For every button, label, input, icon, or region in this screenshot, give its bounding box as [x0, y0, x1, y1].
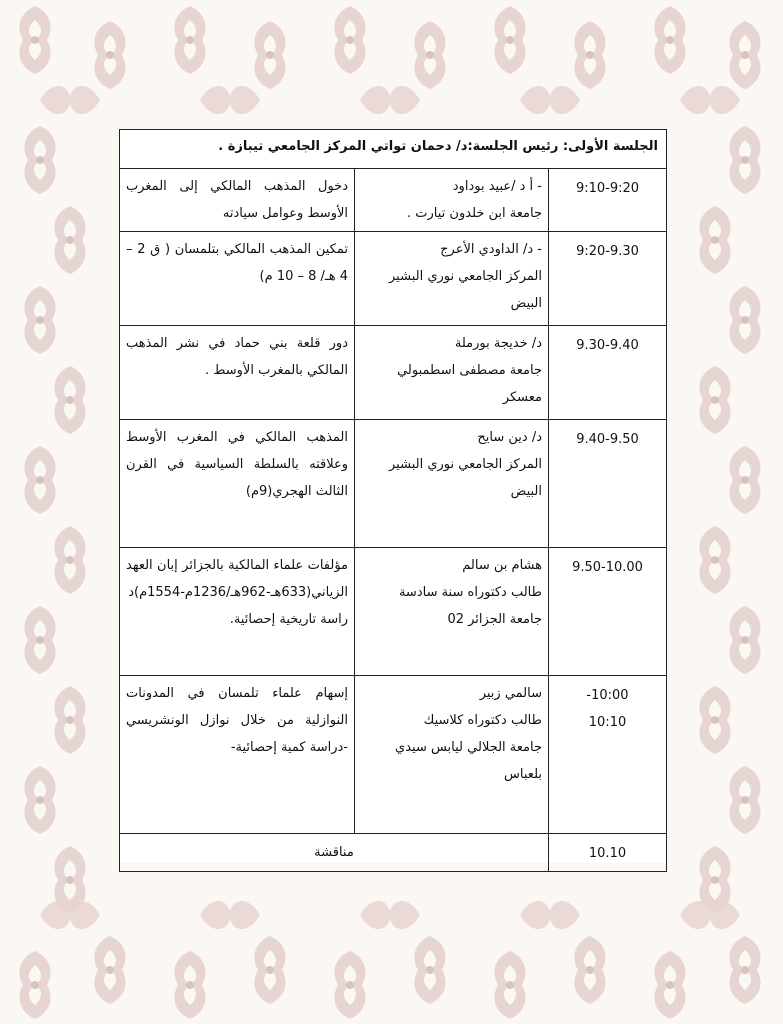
paper-title: تمكين المذهب المالكي بتلمسان ( ق 2 – 4 هـ/ 8 – 10 م) [120, 232, 355, 326]
paper-title: إسهام علماء تلمسان في المدونات النوازلية من خلال نوازل الونشريسي -دراسة كمية إحصائية- [120, 676, 355, 834]
speaker-name: د/ خديجة بورملة [454, 336, 542, 351]
session-schedule-table [119, 129, 667, 872]
discussion-row [120, 834, 667, 872]
session-header-row [120, 130, 667, 169]
speaker-cell [355, 676, 549, 834]
speaker-affiliation: معسكر [502, 390, 542, 405]
time-slot: 10.10 [549, 834, 667, 872]
paper-title: مؤلفات علماء المالكية بالجزائر إبان العهد الزياني(633هـ-962هـ/1236م-1554م)دراسة تاريخية إحصائية. [120, 548, 355, 676]
speaker-name: - د/ الداودي الأعرج [440, 242, 542, 257]
time-slot: 10:00- 10:10 [549, 676, 667, 834]
speaker-cell [355, 169, 549, 232]
speaker-affiliation: جامعة ابن خلدون تيارت . [407, 206, 542, 221]
speaker-cell [355, 548, 549, 676]
speaker-affiliation: جامعة الجلالي ليابس سيدي [395, 740, 542, 755]
speaker-affiliation: المركز الجامعي نوري البشير [389, 269, 542, 284]
time-slot: 9.30-9.40 [549, 326, 667, 420]
speaker-name: - أ د /عبيد بوداود [452, 179, 542, 194]
table-row [120, 676, 667, 834]
table-row [120, 548, 667, 676]
time-slot: 9:20-9.30 [549, 232, 667, 326]
time-slot: 9.50-10.00 [549, 548, 667, 676]
speaker-affiliation: بلعباس [504, 767, 542, 782]
table-row [120, 232, 667, 326]
speaker-affiliation: المركز الجامعي نوري البشير [389, 457, 542, 472]
speaker-name: هشام بن سالم [462, 558, 542, 573]
paper-title: المذهب المالكي في المغرب الأوسط وعلاقته بالسلطة السياسية في القرن الثالث الهجري(9م) [120, 420, 355, 548]
paper-title: دخول المذهب المالكي إلى المغرب الأوسط وعوامل سيادته [120, 169, 355, 232]
speaker-cell [355, 420, 549, 548]
speaker-affiliation: البيض [510, 296, 542, 311]
time-slot: 9.40-9.50 [549, 420, 667, 548]
discussion-label: مناقشة [120, 834, 549, 872]
speaker-affiliation: جامعة مصطفى اسطمبولي [397, 363, 542, 378]
speaker-name: سالمي زبير [479, 686, 542, 701]
speaker-affiliation: طالب دكتوراه كلاسيك [423, 713, 542, 728]
speaker-cell [355, 326, 549, 420]
speaker-affiliation: جامعة الجزائر 02 [447, 612, 542, 627]
speaker-affiliation: طالب دكتوراه سنة سادسة [398, 585, 542, 600]
table-row [120, 169, 667, 232]
table-row [120, 420, 667, 548]
paper-title: دور قلعة بني حماد في نشر المذهب المالكي بالمغرب الأوسط . [120, 326, 355, 420]
time-slot: 9:10-9:20 [549, 169, 667, 232]
speaker-cell [355, 232, 549, 326]
speaker-name: د/ دين سايح [477, 430, 542, 445]
table-row [120, 326, 667, 420]
session-header: الجلسة الأولى: رئيس الجلسة:د/ دحمان تواتي المركز الجامعي تيبازة . [120, 130, 667, 169]
speaker-affiliation: البيض [510, 484, 542, 499]
